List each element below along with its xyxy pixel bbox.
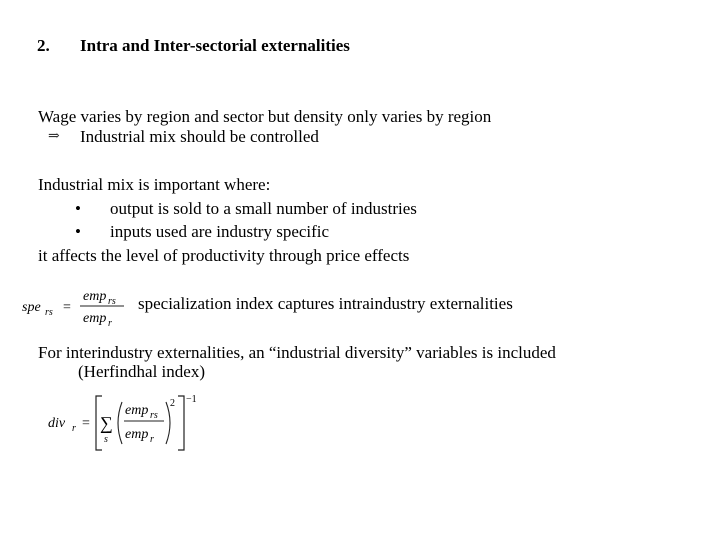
formula-lhs: div [48, 416, 66, 431]
formula-lhs-sub: r [72, 423, 76, 434]
bullet-item: inputs used are industry specific [110, 222, 330, 241]
formula-numerator: emp [83, 289, 107, 304]
outer-exponent: −1 [186, 394, 197, 405]
right-bracket [178, 396, 184, 450]
section-title: Intra and Inter-sectorial externalities [80, 36, 350, 55]
bullet-icon: • [75, 222, 81, 241]
formula-denominator-sub: r [150, 434, 154, 445]
formula-denominator-sub: r [108, 318, 112, 329]
formula-lhs-sub: rs [45, 307, 53, 318]
herfindahl-note: (Herfindhal index) [78, 362, 205, 381]
left-paren [118, 402, 122, 444]
formula-numerator: emp [125, 403, 149, 418]
bullet-icon: • [75, 199, 81, 218]
formula-numerator-sub: rs [150, 410, 158, 421]
industrial-mix-conclusion: Industrial mix should be controlled [80, 127, 319, 146]
equals-sign: = [63, 300, 71, 315]
power-exponent: 2 [170, 398, 175, 409]
price-effects-statement: it affects the level of productivity through price effects [38, 246, 410, 265]
diversity-statement: For interindustry externalities, an “industrial diversity” variables is included [38, 343, 556, 362]
wage-statement: Wage varies by region and sector but density only varies by region [38, 107, 492, 126]
specialization-formula [18, 284, 128, 330]
specialization-description: specialization index captures intraindustry externalities [138, 294, 513, 313]
formula-lhs: spe [22, 300, 41, 315]
section-number: 2. [37, 36, 50, 55]
industrial-mix-intro: Industrial mix is important where: [38, 175, 271, 194]
formula-numerator-sub: rs [108, 296, 116, 307]
sum-sign: ∑ [100, 413, 113, 433]
formula-denominator: emp [83, 311, 107, 326]
bullet-item: output is sold to a small number of industries [110, 199, 417, 218]
diversity-formula [44, 390, 204, 456]
implies-arrow-icon: ⇒ [48, 129, 60, 144]
sum-index: s [104, 434, 108, 445]
formula-denominator: emp [125, 427, 149, 442]
equals-sign: = [82, 416, 90, 431]
